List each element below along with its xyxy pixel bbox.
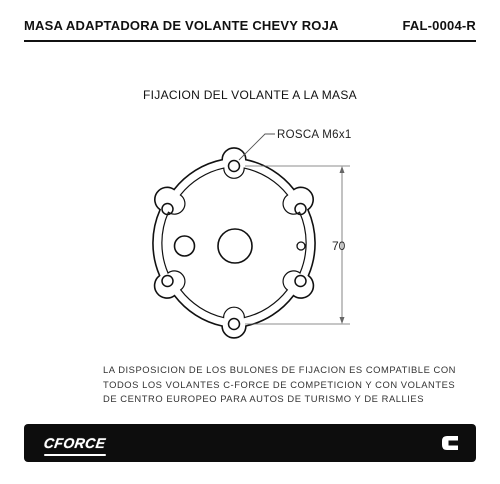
bolt-hole-upper-right [295,204,306,215]
brand-logo [44,433,106,453]
dimension-arrow-bottom [340,317,345,324]
compatibility-notes [103,363,457,407]
notes-line: TODOS LOS VOLANTES C-FORCE DE COMPETICION Y CON VOLANTES [103,378,456,390]
hub-outer-profile [153,148,315,338]
brand-name: CFORCE [42,435,107,451]
dimension-label: 70 [332,239,346,253]
notes-line: DE CENTRO EUROPEO PARA AUTOS DE TURISMO Y DE RALLIES [103,393,425,404]
pin-hole [297,242,305,250]
side-hole [175,236,195,256]
bolt-hole-upper-left [162,204,173,215]
center-bore [218,229,252,263]
bolt-hole-lower-left [162,276,173,287]
product-title: MASA ADAPTADORA DE VOLANTE CHEVY ROJA [24,17,339,33]
footer-bar [24,424,476,462]
thread-leader-line [239,134,275,160]
bolt-hole-lower-right [295,276,306,287]
c-force-c-icon [438,431,462,455]
bolt-hole-bottom [229,319,240,330]
thread-label: ROSCA M6x1 [277,129,352,141]
product-code: FAL-0004-R [402,17,476,33]
hub-inner-profile [162,168,306,318]
diagram-title: FIJACION DEL VOLANTE A LA MASA [143,88,357,102]
brand-underline [44,454,106,456]
dimension-arrow-top [340,166,345,173]
bolt-hole-top [229,161,240,172]
notes-line: LA DISPOSICION DE LOS BULONES DE FIJACION ES COMPATIBLE CON [103,364,457,375]
